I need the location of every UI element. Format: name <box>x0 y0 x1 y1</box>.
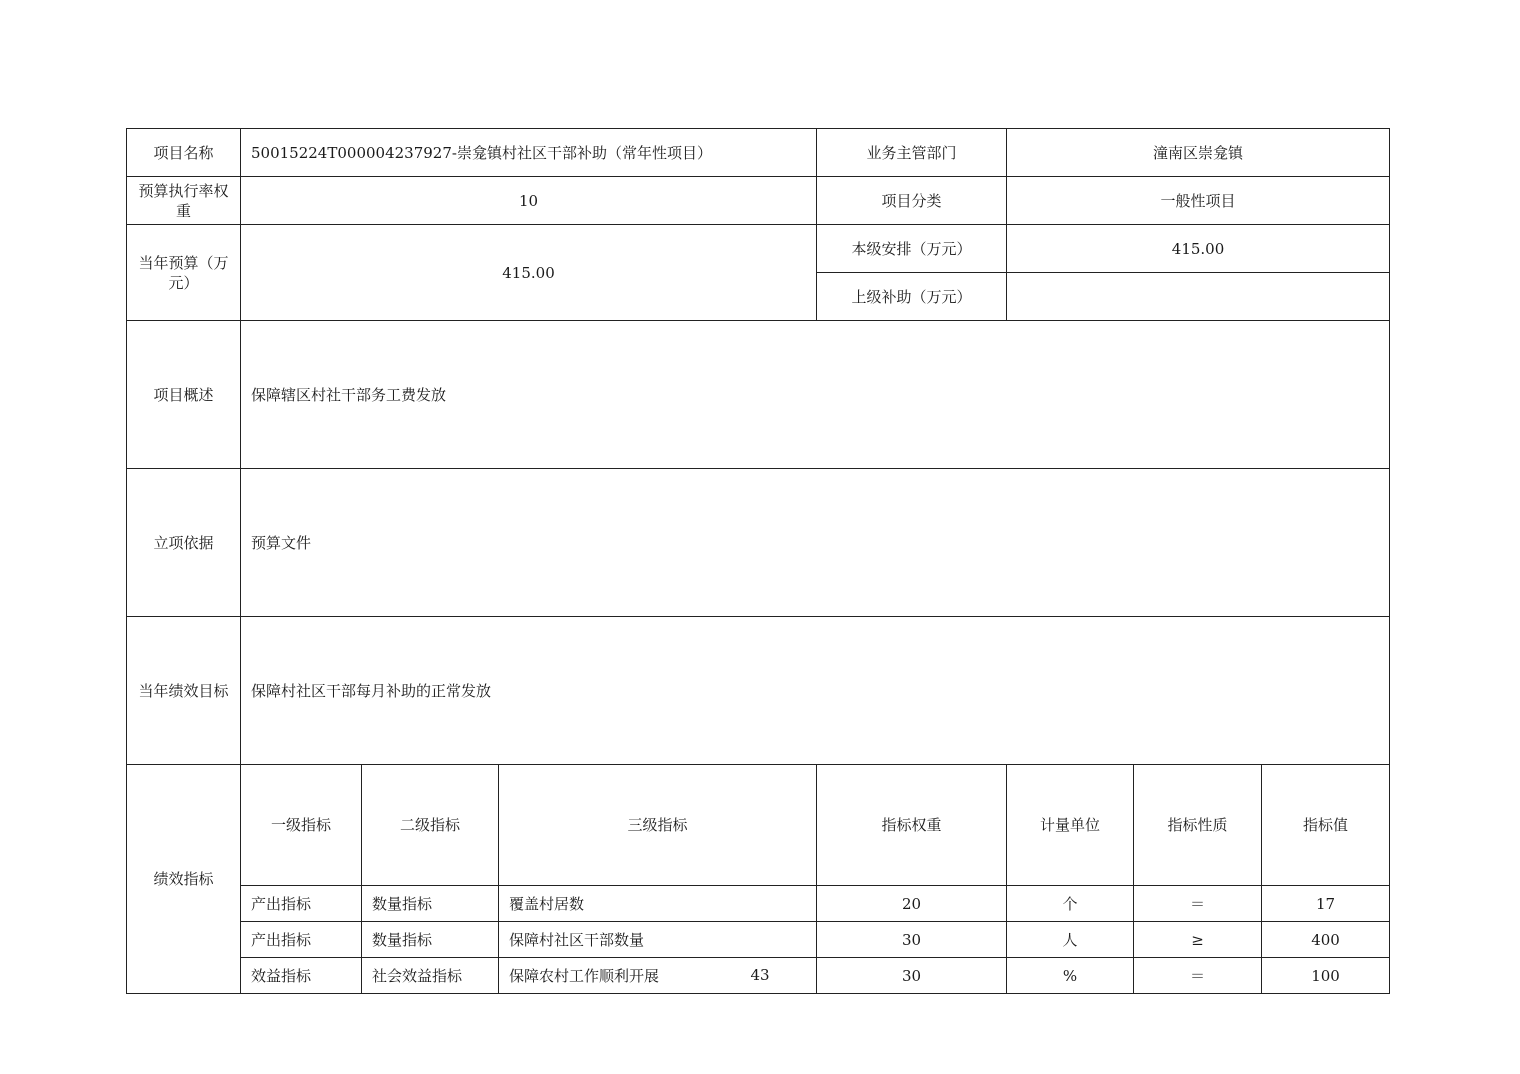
header-weight: 指标权重 <box>817 765 1007 886</box>
category-label: 项目分类 <box>817 177 1007 225</box>
row1-weight: 20 <box>817 886 1007 922</box>
header-level3: 三级指标 <box>499 765 817 886</box>
row1-level1: 产出指标 <box>241 886 362 922</box>
project-name-label: 项目名称 <box>127 129 241 177</box>
row1-level2: 数量指标 <box>362 886 499 922</box>
row2-level3: 保障村社区干部数量 <box>499 922 817 958</box>
row2-value: 400 <box>1262 922 1390 958</box>
row2-unit: 人 <box>1007 922 1134 958</box>
goal-value: 保障村社区干部每月补助的正常发放 <box>241 617 1390 765</box>
header-value: 指标值 <box>1262 765 1390 886</box>
upper-value <box>1007 273 1390 321</box>
row-basis <box>127 469 1390 617</box>
row-weight <box>127 177 1390 225</box>
indicators-header-row <box>127 765 1390 886</box>
row2-nature: ≥ <box>1134 922 1262 958</box>
row3-weight: 30 <box>817 958 1007 994</box>
row-goal <box>127 617 1390 765</box>
row3-level1: 效益指标 <box>241 958 362 994</box>
row1-value: 17 <box>1262 886 1390 922</box>
dept-value: 潼南区崇龛镇 <box>1007 129 1390 177</box>
row2-level2: 数量指标 <box>362 922 499 958</box>
overview-value: 保障辖区村社干部务工费发放 <box>241 321 1390 469</box>
row3-nature: ＝ <box>1134 958 1262 994</box>
row3-unit: % <box>1007 958 1134 994</box>
header-level2: 二级指标 <box>362 765 499 886</box>
budget-label: 当年预算（万元） <box>127 225 241 321</box>
overview-label: 项目概述 <box>127 321 241 469</box>
row-project-name <box>127 129 1390 177</box>
row3-level3: 保障农村工作顺利开展 <box>499 958 817 994</box>
row3-level2: 社会效益指标 <box>362 958 499 994</box>
table-row <box>127 886 1390 922</box>
header-unit: 计量单位 <box>1007 765 1134 886</box>
basis-label: 立项依据 <box>127 469 241 617</box>
table-row <box>127 922 1390 958</box>
local-value: 415.00 <box>1007 225 1390 273</box>
goal-label: 当年绩效目标 <box>127 617 241 765</box>
row1-nature: ＝ <box>1134 886 1262 922</box>
row1-unit: 个 <box>1007 886 1134 922</box>
row3-value: 100 <box>1262 958 1390 994</box>
row-overview <box>127 321 1390 469</box>
weight-value: 10 <box>241 177 817 225</box>
row-budget-local <box>127 225 1390 273</box>
indicators-label: 绩效指标 <box>127 765 241 994</box>
category-value: 一般性项目 <box>1007 177 1390 225</box>
dept-label: 业务主管部门 <box>817 129 1007 177</box>
budget-value: 415.00 <box>241 225 817 321</box>
local-label: 本级安排（万元） <box>817 225 1007 273</box>
header-level1: 一级指标 <box>241 765 362 886</box>
header-nature: 指标性质 <box>1134 765 1262 886</box>
basis-value: 预算文件 <box>241 469 1390 617</box>
row2-level1: 产出指标 <box>241 922 362 958</box>
project-name-value: 50015224T000004237927-崇龛镇村社区干部补助（常年性项目） <box>241 129 817 177</box>
project-performance-table <box>126 128 1390 994</box>
page-number: 43 <box>750 966 770 984</box>
row2-weight: 30 <box>817 922 1007 958</box>
upper-label: 上级补助（万元） <box>817 273 1007 321</box>
row1-level3: 覆盖村居数 <box>499 886 817 922</box>
weight-label: 预算执行率权重 <box>127 177 241 225</box>
